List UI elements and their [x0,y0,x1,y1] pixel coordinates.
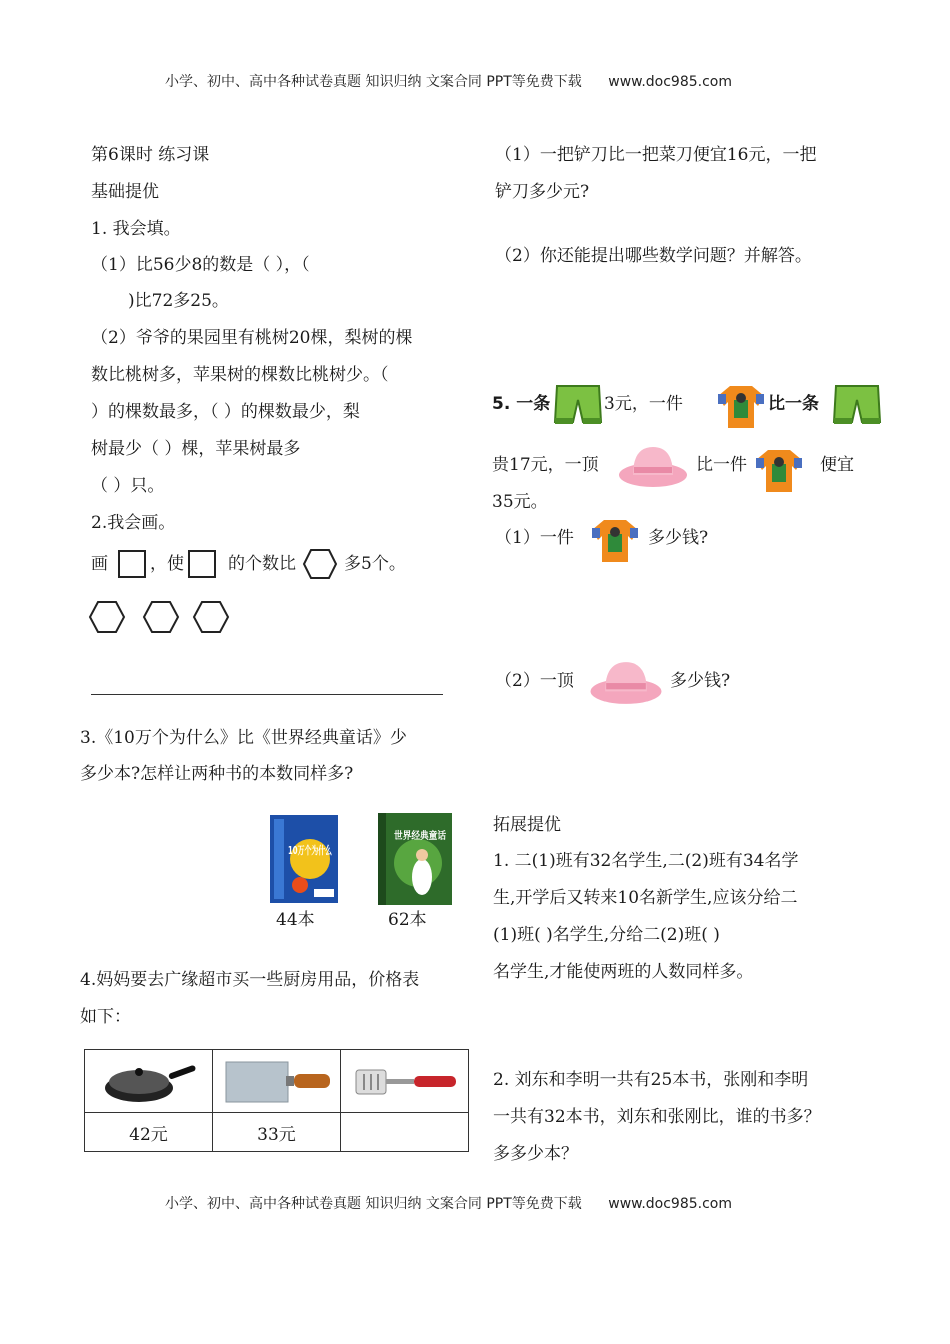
ext-q1-line3: (1)班( )名学生,分给二(2)班( ) [493,925,720,945]
spatula-cell [341,1050,469,1113]
q1-line6: 树最少（ ）棵，苹果树最多 [91,439,301,459]
q2-prompt [91,548,406,580]
shirt-image [716,382,766,432]
hexagon-shape [142,600,180,634]
hexagon-row [88,600,230,634]
section-extension: 拓展提优 [493,815,561,835]
pants-image [553,382,603,430]
lesson-title: 第6课时 练习课 [91,145,210,165]
q5-text-c1: 35元。 [492,492,548,512]
q4-sub1-line1: （1）一把铲刀比一把菜刀便宜16元，一把 [495,145,817,165]
q5-text-a1: 5. 一条 [492,394,551,414]
pan-image [99,1052,199,1110]
q5-text-b1: 贵17元，一顶 [492,455,599,475]
square-shape [118,550,146,578]
q2-text-draw: 画 [91,553,108,574]
footer-text: 小学、初中、高中各种试卷真题 知识归纳 文案合同 PPT等免费下载 [165,1196,582,1212]
q4-sub2: （2）你还能提出哪些数学问题？并解答。 [495,246,812,266]
q5-text-a2: 3元，一件 [604,394,683,414]
cleaver-image [222,1052,332,1110]
page-footer [165,1193,732,1213]
price-cleaver: 33元 [213,1113,341,1152]
q1-line1: （1）比56少8的数是（ ），（ [91,255,310,275]
page-header [165,71,732,91]
q3-line2: 多少本?怎样让两种书的本数同样多? [80,764,354,784]
pants-image [832,382,882,430]
q4-sub1-line2: 铲刀多少元? [495,182,590,202]
book-fairytale-image [378,813,452,905]
q5-text-b2: 比一件 [696,455,747,475]
price-spatula [341,1113,469,1152]
q4-line2: 如下： [80,1007,131,1027]
book2-count: 62本 [388,910,427,930]
pan-cell [85,1050,213,1113]
book1-cover-title: 10万个为什么 [288,844,359,857]
ext-q1-line2: 生,开学后又转来10名新学生,应该分给二 [493,888,798,908]
q1-line7: （ ）只。 [91,476,165,496]
ext-q1-line4: 名学生,才能使两班的人数同样多。 [493,962,754,982]
hexagon-shape [302,548,338,580]
footer-url: www.doc985.com [608,1196,732,1212]
q2-text-count: 的个数比 [228,553,296,574]
q1-line4: 数比桃树多，苹果树的棵数比桃树少。（ [91,365,389,385]
q1-line5: ）的棵数最多，（ ）的棵数最少，梨 [91,402,360,422]
book2-cover-title: 世界经典童话 [394,831,454,842]
shirt-image [754,446,804,496]
shirt-image [590,516,640,566]
q5-sub2-b: 多少钱? [670,671,731,691]
q1-title: 1. 我会填。 [91,219,181,239]
ext-q2-line2: 一共有32本书，刘东和张刚比，谁的书多？ [493,1107,821,1127]
q5-sub1-a: （1）一件 [495,528,574,548]
hat-image [617,443,689,489]
q1-line3: （2）爷爷的果园里有桃树20棵，梨树的棵 [91,328,413,348]
book-10wan-image [270,815,359,903]
q2-text-so: ，使 [150,553,184,574]
price-pan: 42元 [85,1113,213,1152]
answer-line [91,694,443,695]
q5-text-b3: 便宜 [820,455,854,475]
book1-count: 44本 [276,910,315,930]
price-table [84,1049,469,1152]
header-url: www.doc985.com [608,74,732,90]
section-basic: 基础提优 [91,182,159,202]
cleaver-cell [213,1050,341,1113]
q2-text-more: 多5个。 [344,553,406,574]
q1-line2: )比72多25。 [128,291,229,311]
square-shape [188,550,216,578]
hexagon-shape [88,600,126,634]
q4-line1: 4.妈妈要去广缘超市买一些厨房用品，价格表 [80,970,420,990]
q2-title: 2.我会画。 [91,513,176,533]
q5-sub2-a: （2）一顶 [495,671,574,691]
q5-sub1-b: 多少钱? [648,528,709,548]
q5-text-a3: 比一条 [768,394,819,414]
header-text: 小学、初中、高中各种试卷真题 知识归纳 文案合同 PPT等免费下载 [165,74,582,90]
hat-image [586,658,666,706]
hexagon-shape [192,600,230,634]
spatula-image [350,1052,460,1110]
ext-q2-line1: 2. 刘东和李明一共有25本书，张刚和李明 [493,1070,809,1090]
ext-q1-line1: 1. 二(1)班有32名学生,二(2)班有34名学 [493,851,799,871]
ext-q2-line3: 多多少本？ [493,1144,578,1164]
q3-line1: 3.《10万个为什么》比《世界经典童话》少 [80,728,407,748]
